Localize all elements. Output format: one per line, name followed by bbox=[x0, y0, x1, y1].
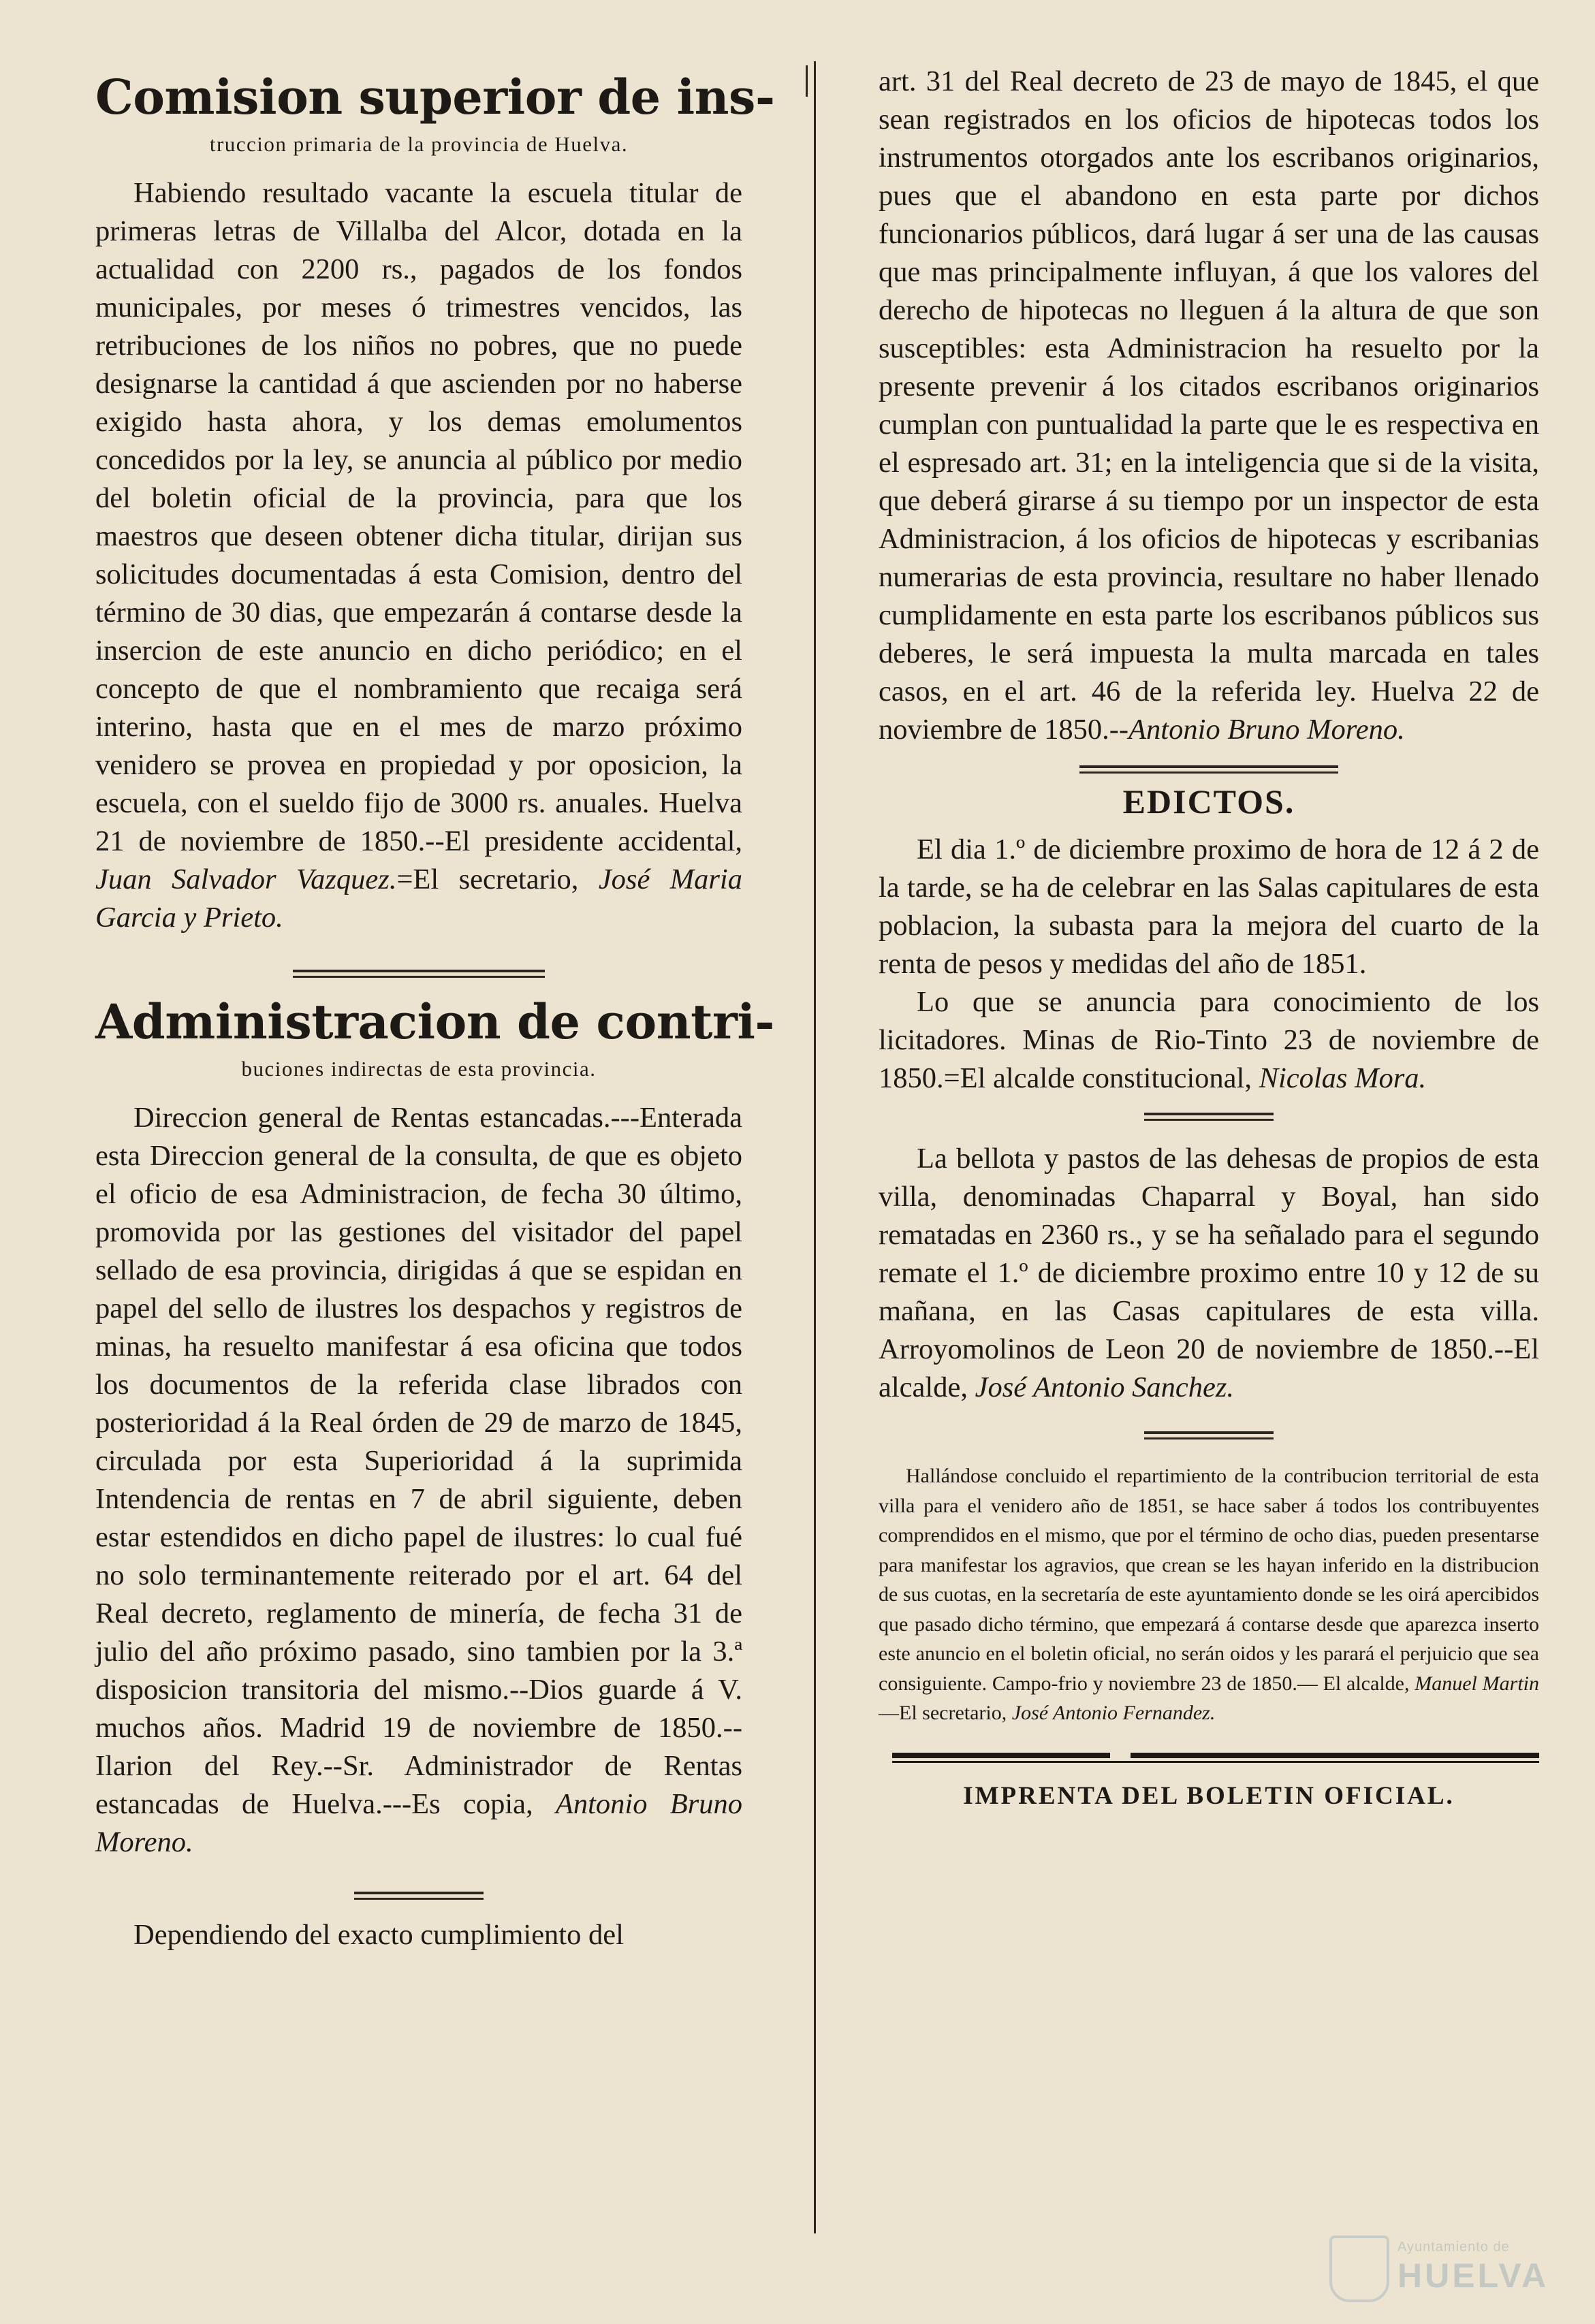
separator-rule bbox=[1144, 1113, 1274, 1122]
separator-rule bbox=[1079, 765, 1338, 775]
separator-rule bbox=[293, 970, 545, 979]
article-hipotecas-body: art. 31 del Real decreto de 23 de mayo de 1845, el que sean registrados en los oficios de hipotecas todos los instrumentos otorgados ante los escribanos originarios, pues que el abandono en esta parte por dichos funcionarios públicos, dará lugar á ser una de las causas que mas principalmente influyan, á que los valores del derecho de hipotecas no lleguen á la altura de que son susceptibles: esta Administracion ha resuelto por la presente prevenir á los citados escribanos originarios cumplan con puntualidad la parte que le es respectiva en el espresado art. 31; en la inteligencia que si de la visita, que deberá girarse á su tiempo por un inspector de esta Administracion, á los oficios de hipotecas y escribanias numerarias de esta provincia, resultare no haber llenado cumplidamente en esta parte los escribanos públicos sus deberes, le será impuesta la multa marcada en tales casos, en el art. 46 de la referida ley. Huelva 22 de noviembre de 1850.-- bbox=[879, 65, 1539, 746]
signature-jose-antonio-fernandez: José Antonio Fernandez. bbox=[1011, 1702, 1216, 1724]
edicto-subasta-notice bbox=[879, 983, 1539, 1098]
archive-watermark bbox=[1329, 2235, 1547, 2297]
column-rule-tick bbox=[806, 65, 808, 97]
signature-administrador: Antonio Bruno Moreno. bbox=[95, 1788, 743, 1858]
article-hipotecas-continuation bbox=[879, 63, 1539, 749]
section-subheading-comision: truccion primaria de la provincia de Huelva. bbox=[209, 132, 629, 156]
separator-rule bbox=[354, 1892, 484, 1901]
watermark-big-text: HUELVA bbox=[1397, 2257, 1549, 2295]
signature-manuel-martin: Manuel Martin bbox=[1415, 1672, 1539, 1695]
separator-rule bbox=[1144, 1431, 1274, 1441]
edicto-bellota bbox=[879, 1140, 1539, 1407]
printer-imprint: IMPRENTA DEL BOLETIN OFICIAL. bbox=[963, 1781, 1455, 1810]
signature-jose-antonio-sanchez: José Antonio Sanchez. bbox=[975, 1371, 1235, 1403]
section-heading-comision: Comision superior de ins- bbox=[95, 69, 775, 125]
article-hipotecas-start: Dependiendo del exacto cumplimiento del bbox=[133, 1919, 624, 1951]
signature-join: =El secretario, bbox=[396, 863, 579, 895]
signature-presidente: Juan Salvador Vazquez. bbox=[95, 863, 397, 895]
signature-join: —El secretario, bbox=[879, 1702, 1007, 1724]
article-administracion bbox=[95, 1099, 742, 1862]
edicto-subasta-notice-body: Lo que se anuncia para conocimiento de los licitadores. Minas de Rio-Tinto 23 de noviembre de 1850.=El alcalde constitucional, bbox=[879, 986, 1539, 1094]
watermark-small-text: Ayuntamiento de bbox=[1397, 2240, 1510, 2255]
signature-secretario: José Maria Garcia y Prieto. bbox=[95, 863, 742, 934]
footer-double-rule bbox=[879, 1753, 1539, 1766]
section-heading-edictos: EDICTOS. bbox=[1122, 782, 1295, 821]
article-comision-body: Habiendo resultado vacante la escuela titular de primeras letras de Villalba del Alcor, dotada en la actualidad con 2200 rs., pagados de los fondos municipales, por meses ó trimestres vencidos, las retribuciones de los niños no pobres, que no puede designarse la cantidad á que ascienden por no haberse exigido hasta ahora, y los demas emolumentos concedidos por la ley, se anuncia al público por medio del boletin oficial de la provincia, para que los maestros que deseen obtener dicha titular, dirijan sus solicitudes documentadas á esta Comision, dentro del término de 30 dias, que empezarán á contarse desde la insercion de este anuncio en dicho periódico; en el concepto de que el nombramiento que recaiga será interino, hasta que en el mes de marzo próximo venidero se provea en propiedad y por oposicion, la escuela, con el sueldo fijo de 3000 rs. anuales. Huelva 21 de noviembre de 1850.--El presidente accidental, bbox=[95, 177, 742, 857]
edicto-subasta: El dia 1.º de diciembre proximo de hora de 12 á 2 de la tarde, se ha de celebrar en las Salas capitulares de esta poblacion, la subasta para la mejora del cuarto de la renta de pesos y medidas del año de 1851. bbox=[879, 833, 1539, 980]
edicto-bellota-body: La bellota y pastos de las dehesas de propios de esta villa, denominadas Chaparral y Boyal, han sido rematadas en 2360 rs., y se ha señalado para el segundo remate el 1.º de diciembre proximo entre 10 y 12 de su mañana, en las Casas capitulares de esta villa. Arroyomolinos de Leon 20 de noviembre de 1850.--El alcalde, bbox=[879, 1143, 1539, 1403]
article-administracion-body: Direccion general de Rentas estancadas.---Enterada esta Direccion general de la consulta, de que es objeto el oficio de esa Administracion, de fecha 30 último, promovida por las gestiones del visitador del papel sellado de esa provincia, dirigidas á que se espidan en papel del sello de ilustres los despachos y registros de minas, ha resuelto manifestar á esa oficina que todos los documentos de la referida clase librados con posterioridad á la Real órden de 29 de marzo de 1845, circulada por esta Superioridad á la suprimida Intendencia de rentas en 7 de abril siguiente, deben estar estendidos en dicho papel de ilustres: lo cual fué no solo terminantemente reiterado por el art. 64 del Real decreto, reglamento de minería, de fecha 31 de julio del año próximo pasado, sino tambien por la 3.ª disposicion transitoria del mismo.--Dios guarde á V. muchos años. Madrid 19 de noviembre de 1850.--Ilarion del Rey.--Sr. Administrador de Rentas estancadas de Huelva.---Es copia, bbox=[95, 1102, 742, 1820]
column-rule bbox=[814, 61, 816, 2233]
signature-nicolas-mora: Nicolas Mora. bbox=[1259, 1062, 1427, 1094]
right-column bbox=[879, 63, 1539, 1811]
left-column bbox=[95, 54, 775, 1954]
section-heading-administracion: Administracion de contri- bbox=[95, 993, 774, 1050]
coat-of-arms-icon bbox=[1329, 2235, 1389, 2302]
edicto-repartimiento bbox=[879, 1461, 1539, 1728]
section-subheading-administracion: buciones indirectas de esta provincia. bbox=[241, 1057, 597, 1081]
article-comision bbox=[95, 174, 742, 937]
signature-antonio-bruno-moreno: Antonio Bruno Moreno. bbox=[1128, 714, 1405, 746]
edicto-repartimiento-body: Hallándose concluido el repartimiento de la contribucion territorial de esta villa para el venidero año de 1851, se hace saber á todos los contribuyentes comprendidos en el mismo, que por el término de ocho dias, pueden presentarse para manifestar los agravios, que crean se les hayan inferido en la distribucion de sus cuotas, en la secretaría de este ayuntamiento donde se les oirá apercibidos que pasado dicho término, que empezará á contarse desde que aparezca inserto este anuncio en el boletin oficial, no serán oidos y les parará el perjuicio que sea consiguiente. Campo-frio y noviembre 23 de 1850.— El alcalde, bbox=[879, 1465, 1539, 1695]
